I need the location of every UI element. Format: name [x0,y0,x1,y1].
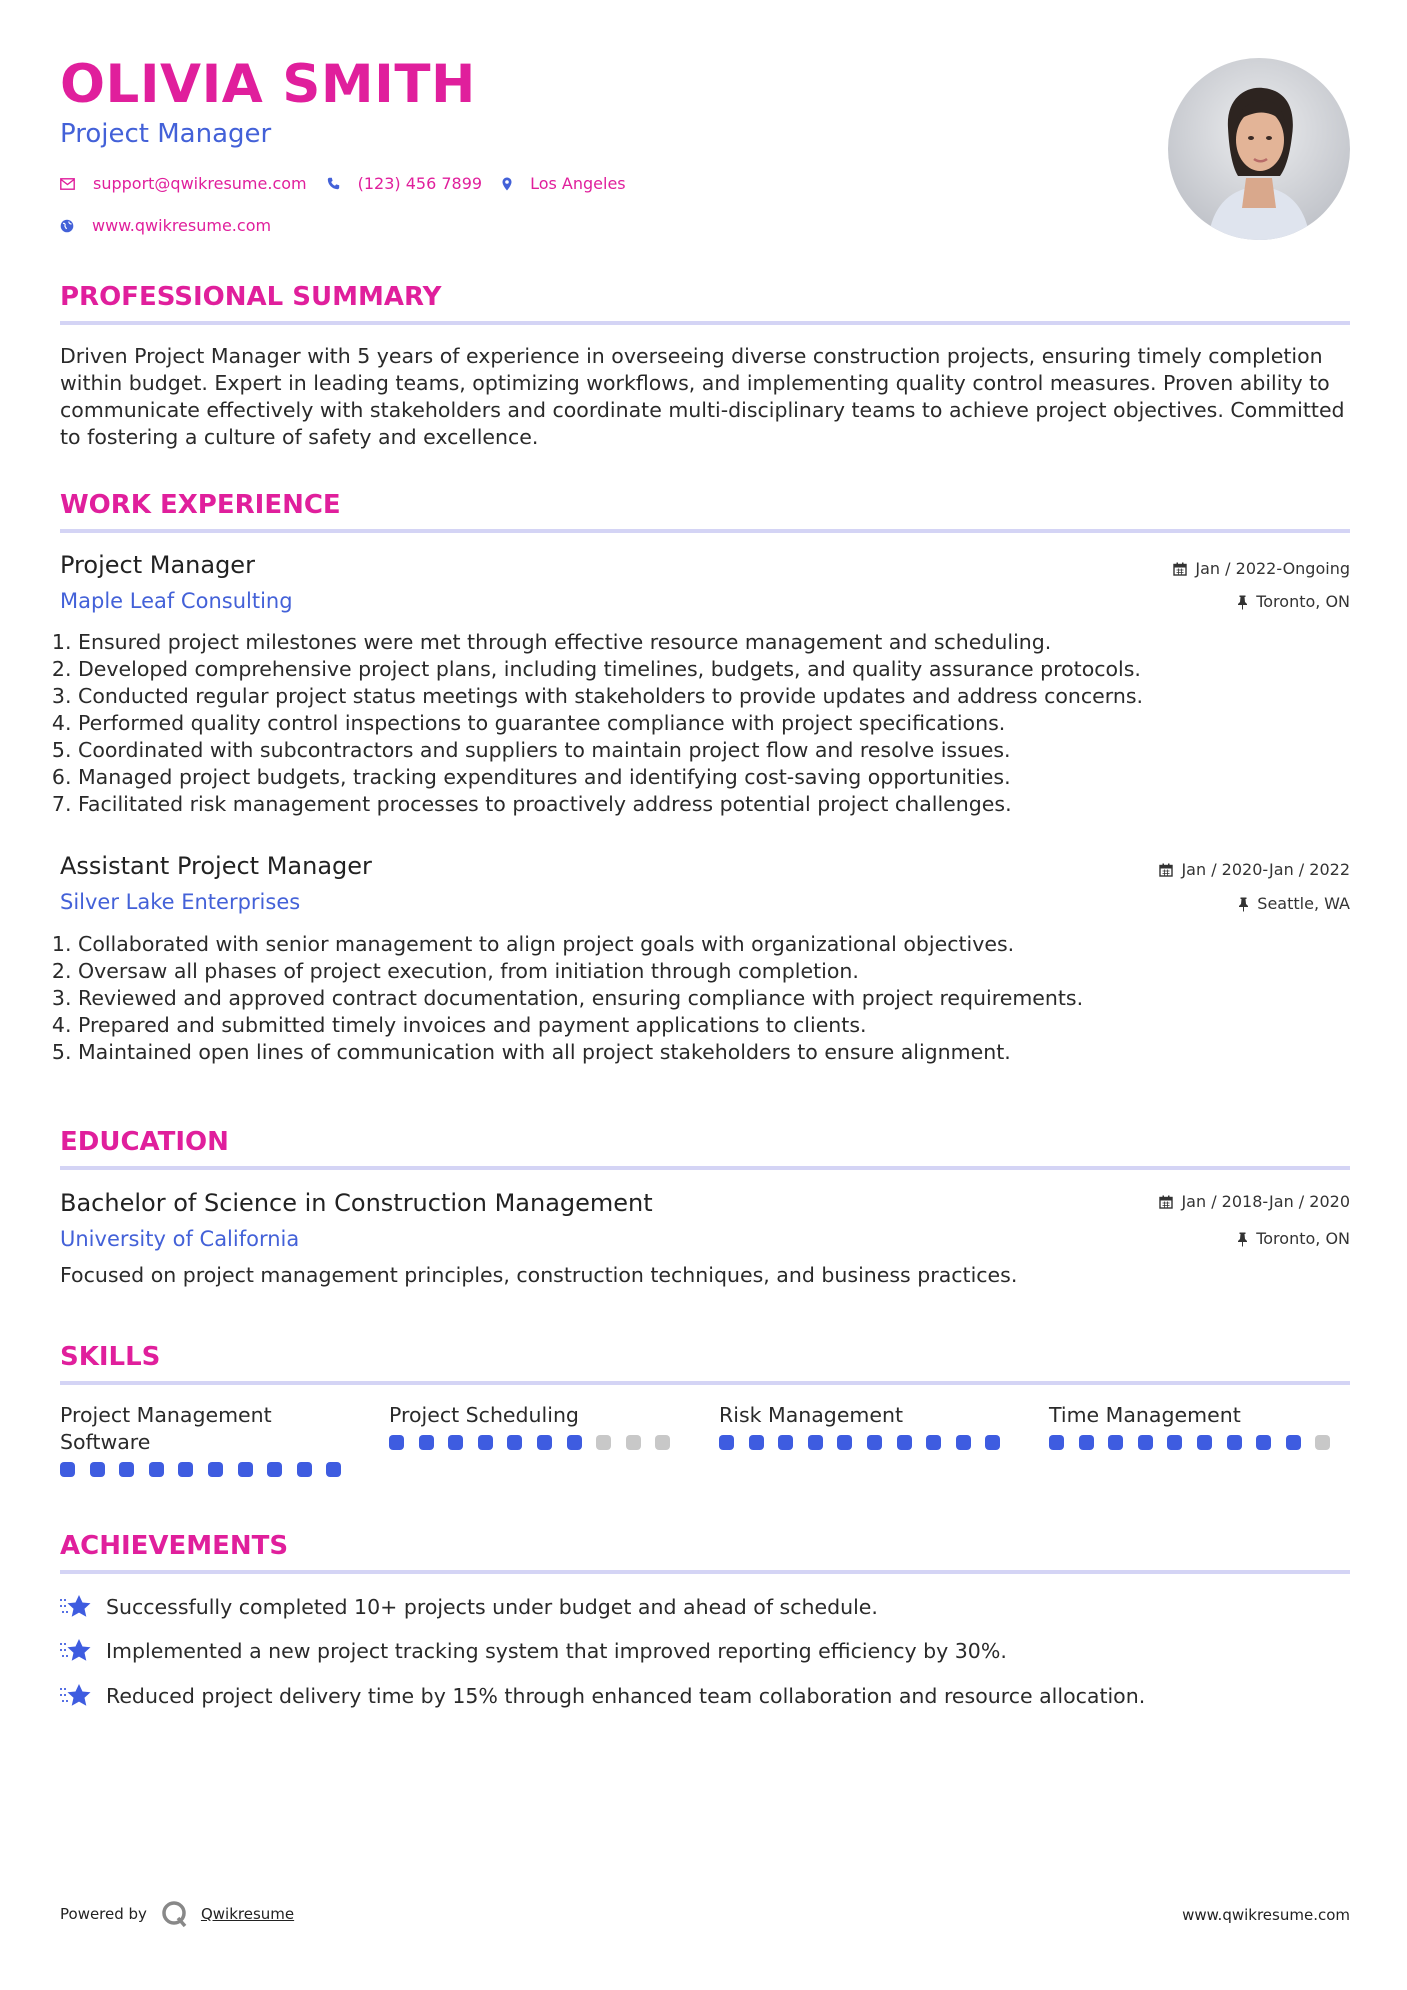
footer-powered-by [60,1900,294,1928]
skill-dot-empty [655,1435,670,1450]
calendar-icon [1159,863,1173,877]
skill-name: Project Scheduling [389,1403,579,1427]
pushpin-icon [1237,595,1248,610]
skill-item [1049,1402,1349,1450]
education-location-text: Toronto, ON [1256,1229,1350,1248]
pushpin-icon [1238,897,1249,912]
skill-dot-filled [267,1462,282,1477]
job-bullets [58,931,1368,1066]
website-row [60,216,271,235]
skill-dot-filled [1138,1435,1153,1450]
skill-dot-filled [749,1435,764,1450]
skill-dot-filled [897,1435,912,1450]
skills-divider [60,1381,1350,1385]
job-dates [1173,561,1350,577]
candidate-role: Project Manager [60,119,272,149]
profile-photo [1168,58,1350,240]
summary-heading: PROFESSIONAL SUMMARY [60,282,442,312]
candidate-name: OLIVIA SMITH [60,54,476,115]
skill-dot-empty [626,1435,641,1450]
skill-dot-filled [507,1435,522,1450]
summary-divider [60,321,1350,325]
job-location [1237,594,1350,610]
skill-name: Project Management Software [60,1403,272,1454]
skill-dot-filled [537,1435,552,1450]
skill-dot-filled [808,1435,823,1450]
experience-heading: WORK EXPERIENCE [60,490,341,520]
list-item: 2. Oversaw all phases of project execution, from initiation through completion. [78,958,1368,985]
skill-dot-filled [778,1435,793,1450]
list-item: 5. Maintained open lines of communication with all project stakeholders to ensure alignment. [78,1039,1368,1066]
list-item: 1. Collaborated with senior management to align project goals with organizational objectives. [78,931,1368,958]
contact-phone[interactable] [327,174,482,193]
website-text: www.qwikresume.com [92,216,272,235]
skill-dot-filled [478,1435,493,1450]
skill-dot-filled [90,1462,105,1477]
skill-dot-filled [419,1435,434,1450]
experience-divider [60,529,1350,533]
skill-dot-filled [956,1435,971,1450]
achievements-divider [60,1570,1350,1574]
job-dates-text: Jan / 2022-Ongoing [1195,559,1350,578]
job-company: Silver Lake Enterprises [60,890,301,914]
skill-dot-filled [448,1435,463,1450]
skill-rating [60,1462,360,1477]
skill-dot-empty [1315,1435,1330,1450]
degree-title: Bachelor of Science in Construction Management [60,1189,653,1217]
phone-icon [327,177,340,190]
skill-dot-filled [985,1435,1000,1450]
skill-rating [389,1435,689,1450]
list-item: 7. Facilitated risk management processes to proactively address potential project challenges. [78,791,1368,818]
skill-rating [719,1435,1019,1450]
brand-link[interactable]: Qwikresume [200,1905,295,1923]
skill-dot-filled [297,1462,312,1477]
education-heading: EDUCATION [60,1127,229,1157]
job-title: Project Manager [60,551,255,579]
list-item: 3. Reviewed and approved contract documentation, ensuring compliance with project requirements. [78,985,1368,1012]
skill-dot-filled [1286,1435,1301,1450]
skill-dot-filled [119,1462,134,1477]
skill-dot-filled [1079,1435,1094,1450]
summary-text: Driven Project Manager with 5 years of experience in overseeing diverse construction projects, ensuring timely completion within budget. Expert in leading teams, optimizing workflows, and implementing quality control measures. Proven ability to communicate effectively with stakeholders and coordinate multi-disciplinary teams to achieve project objectives. Committed to fostering a culture of safety and excellence. [60,344,1345,449]
skill-name: Time Management [1049,1403,1241,1427]
achievements-heading: ACHIEVEMENTS [60,1531,289,1561]
contact-website[interactable] [60,216,271,235]
list-item: 1. Ensured project milestones were met through effective resource management and scheduling. [78,629,1368,656]
education-description: Focused on project management principles, construction techniques, and business practices. [60,1263,1018,1287]
skill-dot-filled [1256,1435,1271,1450]
job-location-text: Seattle, WA [1257,894,1350,913]
skill-dot-filled [326,1462,341,1477]
skill-dot-filled [719,1435,734,1450]
skill-dot-filled [238,1462,253,1477]
skill-dot-filled [389,1435,404,1450]
education-divider [60,1166,1350,1170]
skill-dot-empty [596,1435,611,1450]
star-badge-icon [60,1638,92,1664]
achievement-item [60,1683,1145,1709]
skill-dot-filled [867,1435,882,1450]
job-bullets [58,629,1368,818]
list-item: 4. Prepared and submitted timely invoices and payment applications to clients. [78,1012,1368,1039]
job-location [1238,896,1350,912]
job-title: Assistant Project Manager [60,852,372,880]
skill-name: Risk Management [719,1403,904,1427]
achievement-item [60,1594,878,1620]
school-name: University of California [60,1227,300,1251]
job-location-text: Toronto, ON [1256,592,1350,611]
calendar-icon [1173,562,1187,576]
phone-text: (123) 456 7899 [357,174,483,193]
skill-rating [1049,1435,1349,1450]
star-badge-icon [60,1683,92,1709]
job-dates-text: Jan / 2020-Jan / 2022 [1181,860,1350,879]
skill-item [60,1402,360,1477]
skill-dot-filled [1197,1435,1212,1450]
job-company: Maple Leaf Consulting [60,589,293,613]
list-item: 6. Managed project budgets, tracking expenditures and identifying cost-saving opportunities. [78,764,1368,791]
achievement-item [60,1638,1007,1664]
list-item: 4. Performed quality control inspections to guarantee compliance with project specifications. [78,710,1368,737]
globe-icon [60,219,74,233]
footer-website[interactable]: www.qwikresume.com [1182,1906,1350,1924]
skill-item [719,1402,1019,1450]
skill-dot-filled [567,1435,582,1450]
education-location [1237,1231,1350,1247]
email-text: support@qwikresume.com [93,174,307,193]
qwikresume-logo-icon [161,1900,189,1928]
list-item: 2. Developed comprehensive project plans, including timelines, budgets, and quality assurance protocols. [78,656,1368,683]
skill-dot-filled [178,1462,193,1477]
list-item: 5. Coordinated with subcontractors and suppliers to maintain project flow and resolve issues. [78,737,1368,764]
achievement-text: Reduced project delivery time by 15% through enhanced team collaboration and resource allocation. [106,1684,1146,1708]
skill-dot-filled [837,1435,852,1450]
achievement-text: Successfully completed 10+ projects under budget and ahead of schedule. [106,1595,878,1619]
contact-location [502,174,626,193]
skill-dot-filled [1227,1435,1242,1450]
list-item: 3. Conducted regular project status meetings with stakeholders to provide updates and address concerns. [78,683,1368,710]
skill-dot-filled [60,1462,75,1477]
calendar-icon [1159,1195,1173,1209]
location-text: Los Angeles [530,174,626,193]
education-dates [1159,1194,1350,1210]
skill-dot-filled [1167,1435,1182,1450]
skill-dot-filled [149,1462,164,1477]
envelope-icon [60,178,75,190]
skill-dot-filled [208,1462,223,1477]
skill-dot-filled [926,1435,941,1450]
pushpin-icon [1237,1232,1248,1247]
achievement-text: Implemented a new project tracking system that improved reporting efficiency by 30%. [106,1639,1007,1663]
skills-heading: SKILLS [60,1342,161,1372]
job-dates [1159,862,1350,878]
powered-by-label: Powered by [60,1905,147,1923]
skill-dot-filled [1108,1435,1123,1450]
contact-email[interactable] [60,174,307,193]
star-badge-icon [60,1594,92,1620]
map-pin-icon [502,177,512,191]
skill-dot-filled [1049,1435,1064,1450]
education-dates-text: Jan / 2018-Jan / 2020 [1181,1192,1350,1211]
skill-item [389,1402,689,1450]
contact-row [60,174,626,193]
